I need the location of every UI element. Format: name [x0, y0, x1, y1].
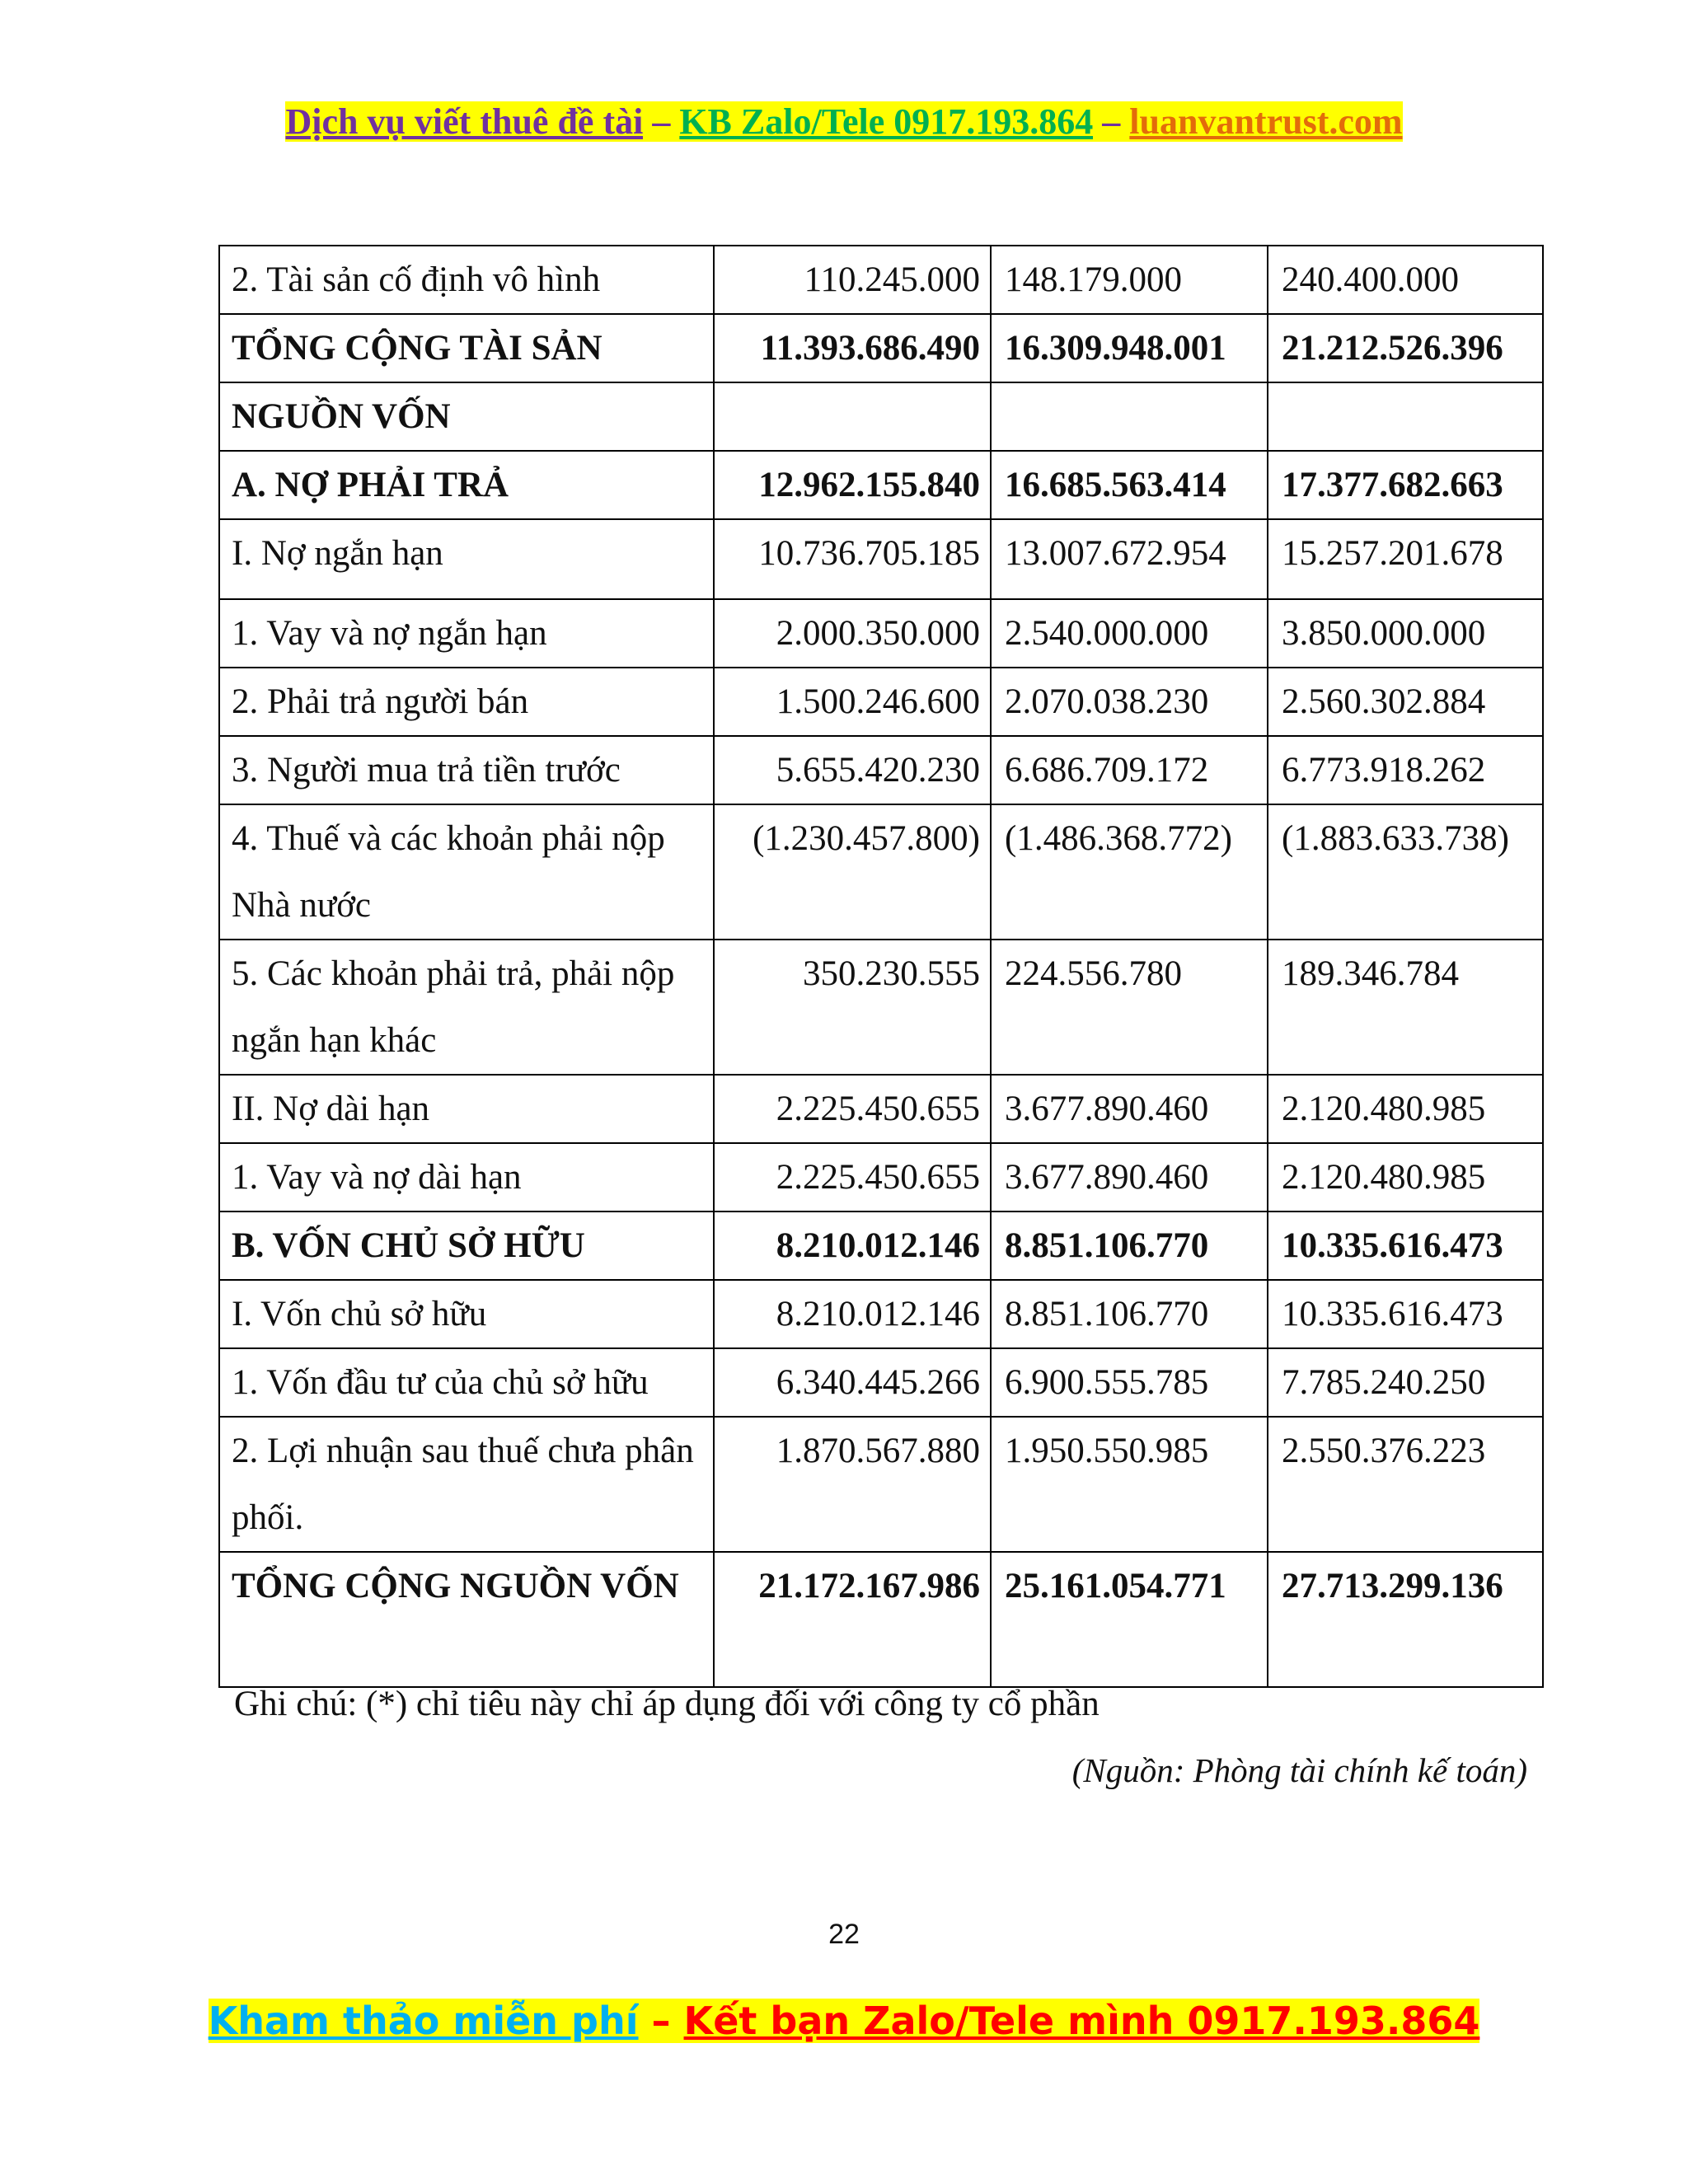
header-separator: – — [1093, 101, 1130, 142]
value-cell: 6.686.709.172 — [991, 736, 1268, 804]
table-row — [219, 451, 1543, 519]
value-cell: 1.870.567.880 — [714, 1417, 991, 1552]
value-cell: 21.172.167.986 — [714, 1552, 991, 1687]
value-cell: 6.340.445.266 — [714, 1348, 991, 1417]
table-row — [219, 736, 1543, 804]
value-cell: 16.309.948.001 — [991, 314, 1268, 382]
header-website-link[interactable]: luanvantrust.com — [1129, 101, 1403, 142]
table-row — [219, 314, 1543, 382]
value-cell: 15.257.201.678 — [1268, 519, 1543, 599]
footer-contact-link[interactable]: Kết bạn Zalo/Tele mình 0917.193.864 — [683, 1999, 1480, 2043]
value-cell: 13.007.672.954 — [991, 519, 1268, 599]
value-cell: 1.500.246.600 — [714, 668, 991, 736]
row-label: 2. Phải trả người bán — [219, 668, 714, 736]
row-label: 5. Các khoản phải trả, phải nộp ngắn hạn khác — [219, 940, 714, 1075]
table-row — [219, 1212, 1543, 1280]
header-banner — [0, 97, 1688, 147]
value-cell: 3.850.000.000 — [1268, 599, 1543, 668]
value-cell: 2.225.450.655 — [714, 1075, 991, 1143]
value-cell — [714, 382, 991, 451]
value-cell: 21.212.526.396 — [1268, 314, 1543, 382]
row-label: 4. Thuế và các khoản phải nộp Nhà nước — [219, 804, 714, 940]
footer-free-link[interactable]: Kham thảo miễn phí — [208, 1999, 639, 2043]
header-separator: – — [643, 101, 680, 142]
header-contact-link[interactable]: KB Zalo/Tele 0917.193.864 — [679, 101, 1094, 142]
value-cell: 3.677.890.460 — [991, 1075, 1268, 1143]
table-row — [219, 1417, 1543, 1552]
value-cell: 3.677.890.460 — [991, 1143, 1268, 1212]
table-note: Ghi chú: (*) chỉ tiêu này chỉ áp dụng đối với công ty cổ phần — [234, 1685, 1100, 1723]
value-cell: 11.393.686.490 — [714, 314, 991, 382]
source-citation: (Nguồn: Phòng tài chính kế toán) — [1071, 1751, 1527, 1789]
row-label: TỔNG CỘNG NGUỒN VỐN — [219, 1552, 714, 1687]
row-label: TỔNG CỘNG TÀI SẢN — [219, 314, 714, 382]
table-row — [219, 599, 1543, 668]
value-cell: 10.335.616.473 — [1268, 1212, 1543, 1280]
value-cell — [991, 382, 1268, 451]
row-label: I. Vốn chủ sở hữu — [219, 1280, 714, 1348]
value-cell: 2.120.480.985 — [1268, 1143, 1543, 1212]
table-row — [219, 1348, 1543, 1417]
table-row — [219, 246, 1543, 314]
value-cell: 110.245.000 — [714, 246, 991, 314]
table-row — [219, 1143, 1543, 1212]
table-row — [219, 382, 1543, 451]
value-cell: 10.736.705.185 — [714, 519, 991, 599]
row-label: II. Nợ dài hạn — [219, 1075, 714, 1143]
row-label: 1. Vay và nợ ngắn hạn — [219, 599, 714, 668]
value-cell: 25.161.054.771 — [991, 1552, 1268, 1687]
value-cell: 8.210.012.146 — [714, 1280, 991, 1348]
table-row — [219, 804, 1543, 940]
table-row — [219, 940, 1543, 1075]
value-cell: (1.230.457.800) — [714, 804, 991, 940]
value-cell — [1268, 382, 1543, 451]
header-service-link[interactable]: Dịch vụ viết thuê đề tài — [285, 101, 644, 142]
value-cell: 189.346.784 — [1268, 940, 1543, 1075]
row-label: B. VỐN CHỦ SỞ HỮU — [219, 1212, 714, 1280]
table-row — [219, 1075, 1543, 1143]
value-cell: 1.950.550.985 — [991, 1417, 1268, 1552]
value-cell: 224.556.780 — [991, 940, 1268, 1075]
page-number: 22 — [828, 1919, 860, 1950]
value-cell: 2.000.350.000 — [714, 599, 991, 668]
row-label: NGUỒN VỐN — [219, 382, 714, 451]
row-label: 1. Vay và nợ dài hạn — [219, 1143, 714, 1212]
value-cell: 8.851.106.770 — [991, 1212, 1268, 1280]
value-cell: 2.560.302.884 — [1268, 668, 1543, 736]
value-cell: 350.230.555 — [714, 940, 991, 1075]
value-cell: 148.179.000 — [991, 246, 1268, 314]
table-row — [219, 668, 1543, 736]
balance-sheet-table — [218, 245, 1544, 1688]
table-row — [219, 519, 1543, 599]
value-cell: 12.962.155.840 — [714, 451, 991, 519]
row-label: I. Nợ ngắn hạn — [219, 519, 714, 599]
value-cell: 2.120.480.985 — [1268, 1075, 1543, 1143]
value-cell: (1.486.368.772) — [991, 804, 1268, 940]
table-row — [219, 1552, 1543, 1687]
value-cell: 8.851.106.770 — [991, 1280, 1268, 1348]
value-cell: 10.335.616.473 — [1268, 1280, 1543, 1348]
value-cell: (1.883.633.738) — [1268, 804, 1543, 940]
value-cell: 7.785.240.250 — [1268, 1348, 1543, 1417]
value-cell: 17.377.682.663 — [1268, 451, 1543, 519]
value-cell: 16.685.563.414 — [991, 451, 1268, 519]
value-cell: 240.400.000 — [1268, 246, 1543, 314]
value-cell: 6.773.918.262 — [1268, 736, 1543, 804]
value-cell: 5.655.420.230 — [714, 736, 991, 804]
footer-banner — [0, 1993, 1688, 2049]
row-label: A. NỢ PHẢI TRẢ — [219, 451, 714, 519]
value-cell: 2.550.376.223 — [1268, 1417, 1543, 1552]
value-cell: 27.713.299.136 — [1268, 1552, 1543, 1687]
value-cell: 2.070.038.230 — [991, 668, 1268, 736]
value-cell: 2.540.000.000 — [991, 599, 1268, 668]
row-label: 2. Lợi nhuận sau thuế chưa phân phối. — [219, 1417, 714, 1552]
value-cell: 2.225.450.655 — [714, 1143, 991, 1212]
row-label: 1. Vốn đầu tư của chủ sở hữu — [219, 1348, 714, 1417]
footer-separator: – — [638, 1999, 684, 2043]
value-cell: 6.900.555.785 — [991, 1348, 1268, 1417]
row-label: 3. Người mua trả tiền trước — [219, 736, 714, 804]
row-label: 2. Tài sản cố định vô hình — [219, 246, 714, 314]
value-cell: 8.210.012.146 — [714, 1212, 991, 1280]
table-row — [219, 1280, 1543, 1348]
